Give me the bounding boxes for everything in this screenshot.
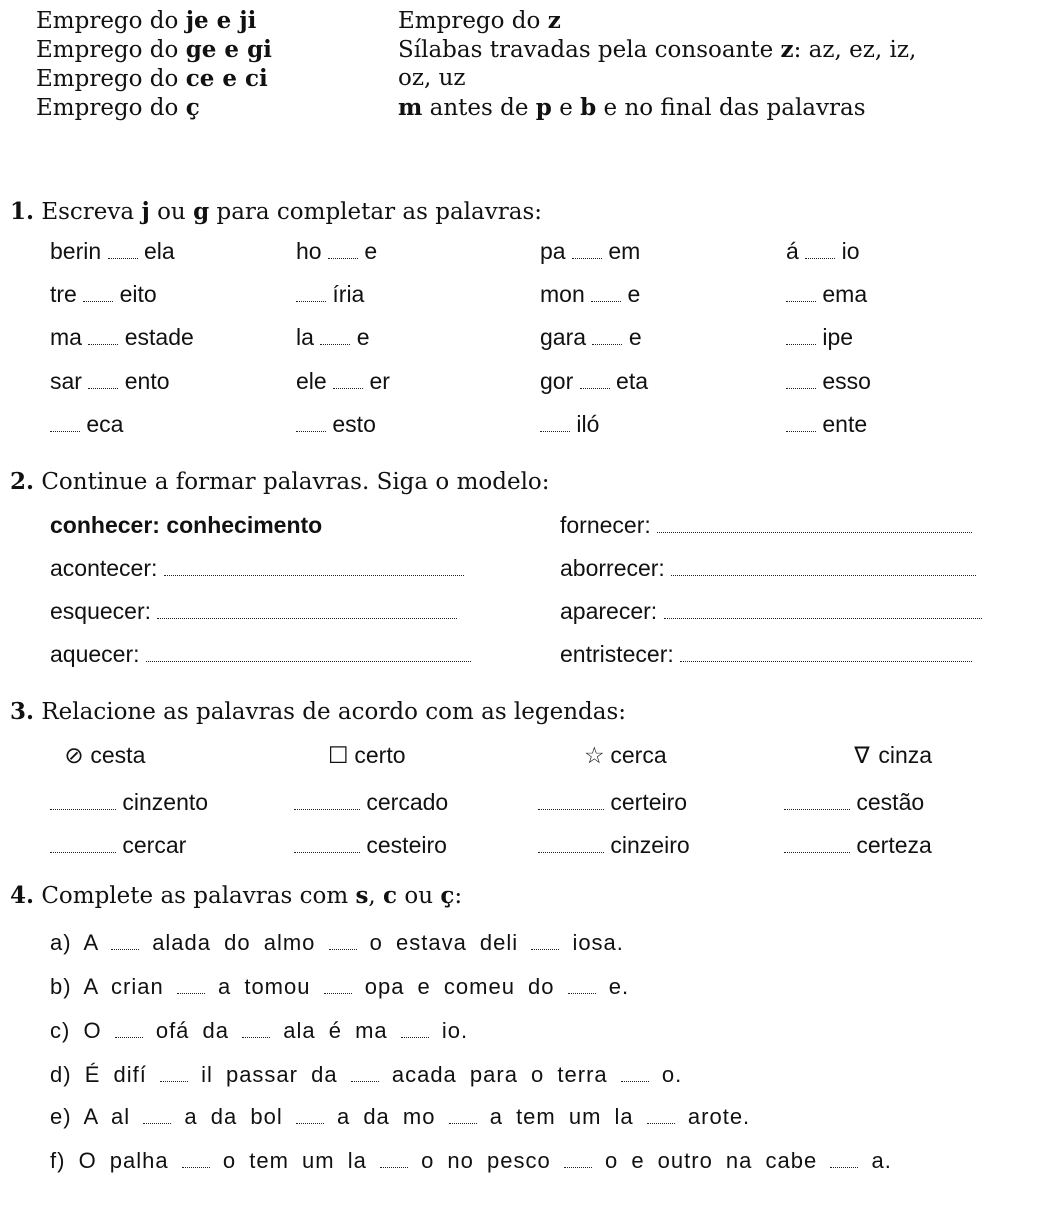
q3-legend-item xyxy=(328,742,406,769)
q1-word-end: esso xyxy=(822,368,871,394)
q4-blank[interactable] xyxy=(647,1123,675,1124)
legend-symbol-icon: ⊘ xyxy=(64,743,84,769)
header-right-line-2: Sílabas travadas pela consoante z: az, ez, iz, xyxy=(398,36,917,63)
q2-answer-blank[interactable] xyxy=(664,618,982,619)
q2-answer-blank[interactable] xyxy=(657,532,972,533)
q4-sentence-part: o no pesco xyxy=(421,1148,551,1173)
q1-word xyxy=(296,324,369,351)
q1-blank[interactable] xyxy=(50,431,80,432)
q4-sentence-part: arote. xyxy=(687,1104,751,1129)
q1-blank[interactable] xyxy=(580,388,610,389)
q1-word-start: gor xyxy=(540,368,574,394)
q1-word xyxy=(50,411,123,438)
q1-word xyxy=(50,238,175,265)
q3-word-text: cinzento xyxy=(122,789,209,815)
q4-sentence-part: o estava deli xyxy=(369,930,519,955)
q1-word-end: estade xyxy=(124,324,194,350)
q3-word xyxy=(50,789,208,816)
q3-word xyxy=(538,832,690,859)
q4-sentence-part: a tomou xyxy=(217,974,311,999)
q1-word-start: gara xyxy=(540,324,587,350)
q4-sentence-part: ala é ma xyxy=(283,1018,388,1043)
q3-word-text: cercar xyxy=(122,832,187,858)
q1-word xyxy=(786,281,867,308)
q1-word xyxy=(540,324,642,351)
q4-blank[interactable] xyxy=(830,1167,858,1168)
q1-blank[interactable] xyxy=(805,258,835,259)
q1-word-end: eito xyxy=(119,281,157,307)
q1-blank[interactable] xyxy=(108,258,138,259)
q1-word-end: e xyxy=(364,238,378,264)
q4-blank[interactable] xyxy=(351,1081,379,1082)
q4-sentence-part: alada do almo xyxy=(152,930,316,955)
question-2-model: conhecer: conhecimento xyxy=(50,512,323,538)
q1-word xyxy=(786,324,853,351)
q2-answer-blank[interactable] xyxy=(671,575,976,576)
header-left-line-3: Emprego do ce e ci xyxy=(36,65,268,92)
q1-blank[interactable] xyxy=(296,301,326,302)
q3-word-text: certeiro xyxy=(610,789,688,815)
q1-word-end: io xyxy=(841,238,860,264)
header-left-line-4: Emprego do ç xyxy=(36,94,200,121)
q1-blank[interactable] xyxy=(320,344,350,345)
q4-sentence xyxy=(50,1148,892,1174)
q4-blank[interactable] xyxy=(182,1167,210,1168)
q1-word xyxy=(540,238,640,265)
q1-word-end: ipe xyxy=(822,324,854,350)
q2-item xyxy=(560,512,972,539)
q1-blank[interactable] xyxy=(333,388,363,389)
q1-word xyxy=(296,238,377,265)
q1-word-start: sar xyxy=(50,368,82,394)
q3-symbol-blank[interactable] xyxy=(50,852,116,853)
q4-sentence xyxy=(50,1018,468,1044)
q4-blank[interactable] xyxy=(115,1037,143,1038)
q2-item-label: aborrecer: xyxy=(560,555,665,581)
q3-word xyxy=(50,832,186,859)
question-4-title: 4. Complete as palavras com s, c ou ç: xyxy=(10,882,463,909)
q1-word-end: ela xyxy=(143,238,175,264)
q4-blank[interactable] xyxy=(329,949,357,950)
q1-blank[interactable] xyxy=(786,388,816,389)
question-3-title: 3. Relacione as palavras de acordo com as legendas: xyxy=(10,698,627,725)
q4-blank[interactable] xyxy=(324,993,352,994)
q1-word xyxy=(786,238,859,265)
q3-symbol-blank[interactable] xyxy=(50,809,116,810)
q4-blank[interactable] xyxy=(242,1037,270,1038)
q4-sentence-part: e. xyxy=(608,974,630,999)
q1-word-start: ho xyxy=(296,238,322,264)
q4-sentence-part: iosa. xyxy=(572,930,624,955)
q3-word-text: cesteiro xyxy=(366,832,447,858)
q1-word xyxy=(786,411,867,438)
header-left-line-2: Emprego do ge e gi xyxy=(36,36,272,63)
q4-blank[interactable] xyxy=(564,1167,592,1168)
q4-blank[interactable] xyxy=(401,1037,429,1038)
header-left-line-1: Emprego do je e ji xyxy=(36,7,257,34)
q1-word xyxy=(296,368,390,395)
q1-word-start: mon xyxy=(540,281,585,307)
q3-legend-word: cinza xyxy=(878,742,933,768)
q1-word xyxy=(296,411,376,438)
q4-sentence-part: io. xyxy=(441,1018,469,1043)
q3-legend-item xyxy=(64,742,145,769)
q3-legend-item xyxy=(584,742,667,769)
q4-blank[interactable] xyxy=(621,1081,649,1082)
q1-word-end: íria xyxy=(332,281,365,307)
q3-word xyxy=(294,789,448,816)
q4-sentence-part: acada para o terra xyxy=(391,1062,608,1087)
q2-item-label: acontecer: xyxy=(50,555,158,581)
q1-word xyxy=(50,368,170,395)
q4-sentence-label: a) xyxy=(50,930,72,955)
q1-word-end: e xyxy=(627,281,641,307)
q1-blank[interactable] xyxy=(592,344,622,345)
q4-blank[interactable] xyxy=(111,949,139,950)
q1-word xyxy=(786,368,871,395)
q4-sentence-part: O xyxy=(83,1018,102,1043)
q1-blank[interactable] xyxy=(88,344,118,345)
q1-blank[interactable] xyxy=(328,258,358,259)
q3-symbol-blank[interactable] xyxy=(784,809,850,810)
q1-word-end: e xyxy=(628,324,642,350)
q4-sentence-label: b) xyxy=(50,974,72,999)
q4-sentence-part: o tem um la xyxy=(222,1148,367,1173)
q1-word-end: eca xyxy=(86,411,124,437)
q1-word-start: pa xyxy=(540,238,566,264)
q1-word-start: ma xyxy=(50,324,82,350)
q2-item-label: esquecer: xyxy=(50,598,152,624)
q1-word-end: ema xyxy=(822,281,868,307)
question-1-title: 1. Escreva j ou g para completar as palavras: xyxy=(10,198,542,225)
question-2-title: 2. Continue a formar palavras. Siga o modelo: xyxy=(10,468,550,495)
q1-word xyxy=(50,281,157,308)
q1-word-end: eta xyxy=(616,368,649,394)
q1-word-end: er xyxy=(369,368,390,394)
header-right-line-4: m antes de p e b e no final das palavras xyxy=(398,94,866,121)
q3-legend-item xyxy=(852,742,932,769)
q4-sentence-label: d) xyxy=(50,1062,72,1087)
q4-blank[interactable] xyxy=(380,1167,408,1168)
q4-sentence-part: ofá da xyxy=(155,1018,229,1043)
q3-legend-word: certo xyxy=(354,742,406,768)
q2-item xyxy=(50,598,457,625)
q1-blank[interactable] xyxy=(296,431,326,432)
q3-word xyxy=(294,832,447,859)
q3-word-text: cinzeiro xyxy=(610,832,690,858)
q4-blank[interactable] xyxy=(449,1123,477,1124)
q4-sentence-label: f) xyxy=(50,1148,66,1173)
q1-word-end: e xyxy=(356,324,370,350)
q4-sentence-part: A crian xyxy=(83,974,164,999)
q4-sentence-part: opa e comeu do xyxy=(364,974,555,999)
q1-word-start: berin xyxy=(50,238,102,264)
q1-word-end: em xyxy=(608,238,641,264)
q3-word xyxy=(538,789,687,816)
q4-sentence-part: O palha xyxy=(78,1148,169,1173)
q1-word xyxy=(540,281,640,308)
legend-symbol-icon: ☆ xyxy=(584,743,605,769)
q2-item xyxy=(560,641,972,668)
q2-item xyxy=(560,598,982,625)
q4-sentence xyxy=(50,930,624,956)
q1-blank[interactable] xyxy=(786,431,816,432)
q3-word-text: certeza xyxy=(856,832,932,858)
q4-sentence-part: É difí xyxy=(84,1062,147,1087)
q1-word-end: ente xyxy=(822,411,868,437)
q4-sentence xyxy=(50,1104,750,1130)
q1-blank[interactable] xyxy=(786,344,816,345)
q1-blank[interactable] xyxy=(83,301,113,302)
q4-blank[interactable] xyxy=(568,993,596,994)
q1-blank[interactable] xyxy=(786,301,816,302)
q1-word xyxy=(540,411,599,438)
q4-sentence xyxy=(50,1062,682,1088)
q4-sentence-part: a tem um la xyxy=(489,1104,634,1129)
q2-answer-blank[interactable] xyxy=(157,618,457,619)
q4-sentence-label: e) xyxy=(50,1104,72,1129)
q1-word-start: á xyxy=(786,238,799,264)
q2-item xyxy=(560,555,976,582)
q4-sentence xyxy=(50,974,629,1000)
q2-item xyxy=(50,641,471,668)
header-right-line-1: Emprego do z xyxy=(398,7,561,34)
q2-item-label: aparecer: xyxy=(560,598,658,624)
q2-answer-blank[interactable] xyxy=(680,661,972,662)
q4-sentence-part: o e outro na cabe xyxy=(604,1148,818,1173)
q2-item xyxy=(50,555,464,582)
q4-sentence-part: A xyxy=(83,930,98,955)
q1-word xyxy=(50,324,194,351)
q3-word xyxy=(784,789,924,816)
q1-word-end: iló xyxy=(576,411,600,437)
q2-item-label: aquecer: xyxy=(50,641,140,667)
q2-item-label: entristecer: xyxy=(560,641,674,667)
q4-sentence-label: c) xyxy=(50,1018,71,1043)
q3-symbol-blank[interactable] xyxy=(538,852,604,853)
q3-symbol-blank[interactable] xyxy=(538,809,604,810)
q4-sentence-part: il passar da xyxy=(201,1062,338,1087)
q1-word-start: tre xyxy=(50,281,77,307)
q1-blank[interactable] xyxy=(572,258,602,259)
q3-legend-word: cesta xyxy=(90,742,146,768)
q1-word xyxy=(296,281,364,308)
legend-symbol-icon: ∇ xyxy=(854,743,870,769)
q1-blank[interactable] xyxy=(540,431,570,432)
q4-blank[interactable] xyxy=(143,1123,171,1124)
q2-answer-blank[interactable] xyxy=(146,661,471,662)
q3-symbol-blank[interactable] xyxy=(784,852,850,853)
q3-word-text: cercado xyxy=(366,789,449,815)
q4-sentence-part: o. xyxy=(661,1062,683,1087)
q4-blank[interactable] xyxy=(177,993,205,994)
q1-blank[interactable] xyxy=(591,301,621,302)
q3-word xyxy=(784,832,932,859)
q1-word-start: ele xyxy=(296,368,327,394)
q3-legend-word: cerca xyxy=(610,742,667,768)
q3-symbol-blank[interactable] xyxy=(294,852,360,853)
q4-sentence-part: a da mo xyxy=(336,1104,436,1129)
q3-symbol-blank[interactable] xyxy=(294,809,360,810)
q2-item-label: fornecer: xyxy=(560,512,651,538)
header-right-line-3: oz, uz xyxy=(398,65,466,91)
q3-word-text: cestão xyxy=(856,789,925,815)
q4-blank[interactable] xyxy=(531,949,559,950)
q4-blank[interactable] xyxy=(160,1081,188,1082)
legend-symbol-icon: ☐ xyxy=(328,743,349,769)
q1-word-end: ento xyxy=(124,368,170,394)
q4-blank[interactable] xyxy=(296,1123,324,1124)
q4-sentence-part: a da bol xyxy=(184,1104,283,1129)
q1-word-end: esto xyxy=(332,411,376,437)
q1-word xyxy=(540,368,648,395)
q1-word-start: la xyxy=(296,324,314,350)
q4-sentence-part: A al xyxy=(83,1104,131,1129)
q2-answer-blank[interactable] xyxy=(164,575,464,576)
q1-blank[interactable] xyxy=(88,388,118,389)
q4-sentence-part: a. xyxy=(871,1148,892,1173)
